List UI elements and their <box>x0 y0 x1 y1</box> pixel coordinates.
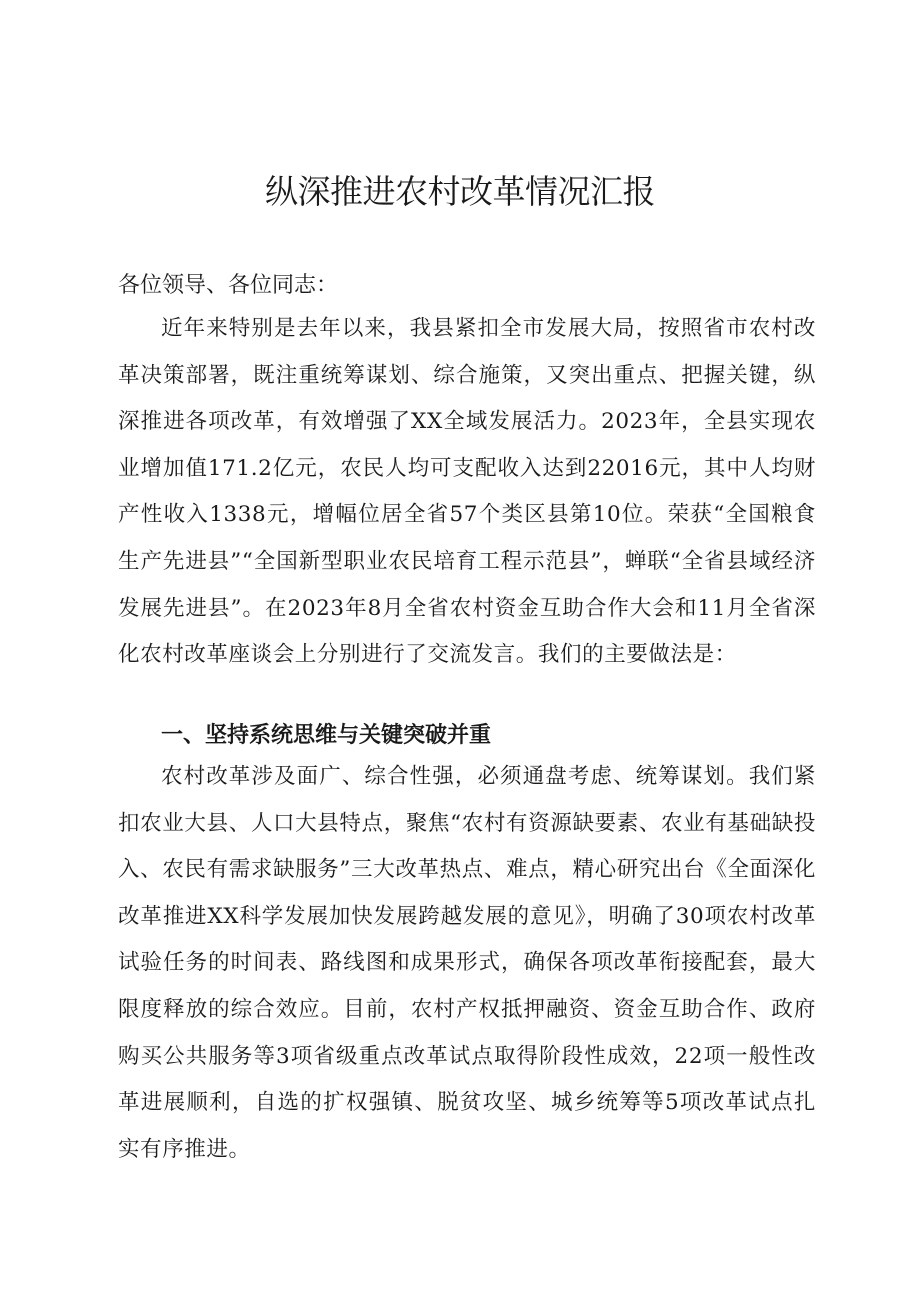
salutation: 各位领导、各位同志： <box>118 273 339 298</box>
document-title: 纵深推进农村改革情况汇报 <box>265 172 655 211</box>
intro-paragraph: 近年来特别是去年以来，我县紧扣全市发展大局，按照省市农村改革决策部署，既注重统筹谋划、综合施策，又突出重点、把握关键，纵深推进各项改革，有效增强了XX全域发展活力。2023年，全县实现农业增加值171.2亿元，农民人均可支配收入达到22016元，其中人均财产性收入1338元，增幅位居全省57个类区县第10位。荣获“全国粮食生产先进县”“全国新型职业农民培育工程示范县”，蝉联“全省县域经济发展先进县”。在2023年8月全省农村资金互助合作大会和11月全省深化农村改革座谈会上分别进行了交流发言。我们的主要做法是： <box>118 316 816 668</box>
section-heading: 一、坚持系统思维与关键突破并重 <box>161 723 492 748</box>
section-paragraph: 农村改革涉及面广、综合性强，必须通盘考虑、统筹谋划。我们紧扣农业大县、人口大县特点，聚焦“农村有资源缺要素、农业有基础缺投入、农民有需求缺服务”三大改革热点、难点，精心研究出台《全面深化改革推进XX科学发展加快发展跨越发展的意见》，明确了30项农村改革试验任务的时间表、路线图和成果形式，确保各项改革衔接配套，最大限度释放的综合效应。目前，农村产权抵押融资、资金互助合作、政府购买公共服务等3项省级重点改革试点取得阶段性成效，22项一般性改革进展顺利，自选的扩权强镇、脱贫攻坚、城乡统筹等5项改革试点扎实有序推进。 <box>118 764 816 1162</box>
